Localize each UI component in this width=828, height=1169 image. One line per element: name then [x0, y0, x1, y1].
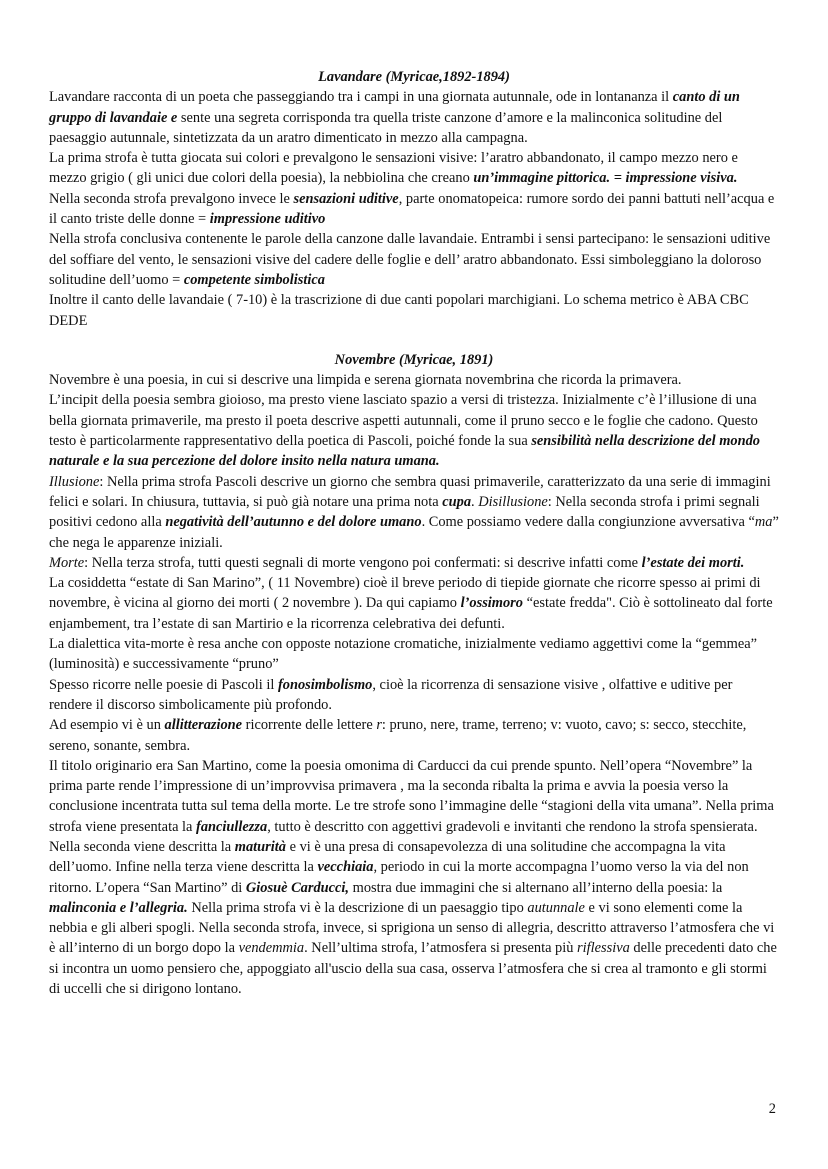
emphasis-text: negatività dell’autunno e del dolore umano	[165, 514, 422, 531]
text-run: , parte onomatopeica: rumore sordo dei panni battuti nell’acqua e il canto triste delle donne =	[49, 190, 775, 228]
page-number: 2	[768, 1101, 776, 1117]
paragraph	[49, 290, 779, 331]
text-run: . Come possiamo vedere dalla congiunzione avversativa “	[421, 514, 755, 531]
text-run: Lavandare racconta di un poeta che passeggiando tra i campi in una giornata autunnale, ode in lontananza il	[49, 89, 673, 106]
section-body	[49, 87, 779, 331]
paragraph	[49, 189, 779, 230]
text-run: e vi è una presa di consapevolezza di una solitudine che accompagna la vita dell’uomo. Infine nella terza viene descritta la	[49, 838, 726, 876]
text-run: , cioè la ricorrenza di sensazione visive , olfattive e uditive per rendere il discorso simbolicamente più profondo.	[49, 676, 733, 713]
emphasis-text: un’immagine pittorica. = impressione visiva.	[473, 170, 738, 187]
emphasis-text: vecchiaia	[317, 859, 374, 876]
italic-text: Disillusione	[478, 493, 548, 510]
paragraph	[49, 472, 779, 553]
text-run: Spesso ricorre nelle poesie di Pascoli il	[49, 676, 278, 693]
text-run: : pruno, nere, trame, terreno; v: vuoto, cavo; s: secco, stecchite, sereno, sonante, sembra.	[49, 717, 747, 754]
section-title: Novembre (Myricae, 1891)	[334, 351, 494, 368]
emphasis-text: l’estate dei morti.	[641, 554, 745, 571]
text-run: Inoltre il canto delle lavandaie ( 7-10) è la trascrizione di due canti popolari marchigiani. Lo schema metrico è ABA CBC DEDE	[49, 292, 749, 329]
emphasis-text: competente simbolistica	[183, 271, 325, 288]
text-run: La prima strofa è tutta giocata sui colori e prevalgono le sensazioni visive: l’aratro abbandonato, il campo mezzo nero e mezzo grigio ( gli unici due colori della poesia), la nebbiolina che creano	[49, 150, 738, 187]
section-novembre	[49, 350, 779, 1000]
paragraph	[49, 756, 779, 1000]
text-run: : Nella prima strofa Pascoli descrive un giorno che sembra quasi primaverile, caratterizzato da una serie di immagini felici e solari. In chiusura, tuttavia, si può già notare una prima nota	[49, 473, 771, 510]
italic-text: vendemmia	[238, 940, 305, 957]
emphasis-text: malinconia e l’allegria.	[49, 899, 188, 916]
paragraph	[49, 87, 779, 148]
italic-text: Morte	[49, 554, 85, 571]
italic-text: Illusione	[49, 473, 100, 490]
text-run: ricorrente delle lettere	[242, 717, 377, 734]
emphasis-text: Giosuè Carducci,	[245, 879, 350, 896]
paragraph	[49, 390, 779, 471]
emphasis-text: cupa	[442, 493, 472, 510]
text-run: delle precedenti dato che si incontra un uomo pensiero che, appoggiato all'uscio della sua casa, osserva l’atmosfera che si crea al tramonto e gli stormi di uccelli che si dirigono lontano.	[49, 940, 777, 998]
paragraph	[49, 553, 779, 573]
text-run: .	[471, 493, 479, 510]
section-body	[49, 370, 779, 999]
text-run: Novembre è una poesia, in cui si descrive una limpida e serena giornata novembrina che ricorda la primavera.	[49, 372, 682, 389]
text-run: La dialettica vita-morte è resa anche con opposte notazione cromatiche, inizialmente vediamo aggettivi come la “gemmea” (luminosità) e successivamente “pruno”	[49, 636, 758, 673]
section-spacer	[49, 331, 779, 350]
document-page	[49, 67, 779, 999]
text-run: “estate fredda". Ciò è sottolineato dal forte enjambement, tra l’estate di san Martirio e la ricorrenza celebrativa dei defunti.	[49, 595, 773, 632]
paragraph	[49, 675, 779, 716]
italic-text: r	[376, 717, 382, 734]
paragraph	[49, 229, 779, 290]
section-title: Lavandare (Myricae,1892-1894)	[318, 69, 510, 85]
text-run: ” che nega le apparenze iniziali.	[49, 514, 779, 551]
text-run: : Nella seconda strofa i primi segnali positivi cedono alla	[49, 493, 760, 531]
text-run: , periodo in cui la morte accompagna l’uomo verso la via del non ritorno. L’opera “San Martino” di	[49, 859, 749, 896]
text-run: Ad esempio vi è un	[49, 717, 165, 734]
paragraph	[49, 634, 779, 675]
emphasis-text: canto di un gruppo di lavandaie e	[49, 89, 740, 126]
section-lavandare	[49, 67, 779, 331]
emphasis-text: sensibilità nella descrizione del mondo naturale e la sua percezione del dolore insito nella natura umana.	[49, 433, 760, 470]
text-run: Il titolo originario era San Martino, come la poesia omonima di Carducci da cui prende spunto. Nell’opera “Novembre” la prima parte rende l’impressione di un’improvvisa primavera , ma la seconda ribalta la prima e avvia la poesia verso la conclusione incentrata tutta sul tema della morte. Le tre strofe sono l’immagine delle “stagioni della vita umana”. Nella prima strofa viene presentata la	[49, 757, 774, 835]
text-run: Nella strofa conclusiva contenente le parole della canzone dalle lavandaie. Entrambi i sensi partecipano: le sensazioni uditive del soffiare del vento, le sensazioni visive del cadere delle foglie e dell’ aratro abbandonato. Essi simboleggiano la doloroso solitudine dell’uomo =	[49, 231, 771, 288]
text-run: : Nella terza strofa, tutti questi segnali di morte vengono poi confermati: si descrive infatti come	[84, 554, 642, 571]
emphasis-text: fonosimbolismo	[278, 676, 373, 693]
text-run: Nella prima strofa vi è la descrizione di un paesaggio tipo	[187, 899, 528, 916]
text-run: , tutto è descritto con aggettivi gradevoli e invitanti che rendono la strofa spensierata. Nella seconda viene descritta la	[49, 818, 758, 855]
emphasis-text: l’ossimoro	[460, 595, 523, 612]
italic-text: ma	[754, 514, 773, 531]
emphasis-text: impressione uditivo	[209, 211, 326, 228]
paragraph	[49, 370, 779, 390]
text-run: L’incipit della poesia sembra gioioso, ma presto viene lasciato spazio a versi di tristezza. Inizialmente c’è l’illusione di una bella giornata primaverile, ma presto il poeta descrive aspetti autunnali, come il pruno secco e le foglie che cadono. Questo testo è particolarmente rappresentativo della poetica di Pascoli, poiché fonde la sua	[49, 392, 758, 450]
italic-text: riflessiva	[577, 940, 630, 957]
text-run: e vi sono elementi come la nebbia e gli alberi spogli. Nella seconda strofa, invece, si sprigiona un senso di allegria, descritto attraverso l’atmosfera che vi è all’interno di un borgo dopo la	[49, 899, 775, 957]
paragraph	[49, 148, 779, 189]
emphasis-text: maturità	[234, 838, 286, 855]
paragraph	[49, 573, 779, 634]
text-run: Nella seconda strofa prevalgono invece le	[49, 190, 294, 207]
italic-text: autunnale	[527, 899, 585, 916]
emphasis-text: allitterazione	[164, 717, 243, 734]
text-run: mostra due immagini che si alternano all’interno della poesia: la	[349, 879, 723, 896]
text-run: sente una segreta corrisponda tra quella triste canzone d’amore e la malinconica solitudine del paesaggio autunnale, sintetizzata da un aratro dimenticato in mezzo alla campagna.	[49, 109, 723, 146]
emphasis-text: sensazioni uditive	[293, 190, 399, 207]
paragraph	[49, 715, 779, 756]
text-run: . Nell’ultima strofa, l’atmosfera si presenta più	[304, 940, 578, 957]
text-run: La cosiddetta “estate di San Marino”, ( 11 Novembre) cioè il breve periodo di tiepide giornate che ricorre spesso ai primi di novembre, è vicina al giorno dei morti ( 2 novembre ). Da qui capiamo	[49, 575, 761, 612]
emphasis-text: fanciullezza	[196, 818, 268, 835]
